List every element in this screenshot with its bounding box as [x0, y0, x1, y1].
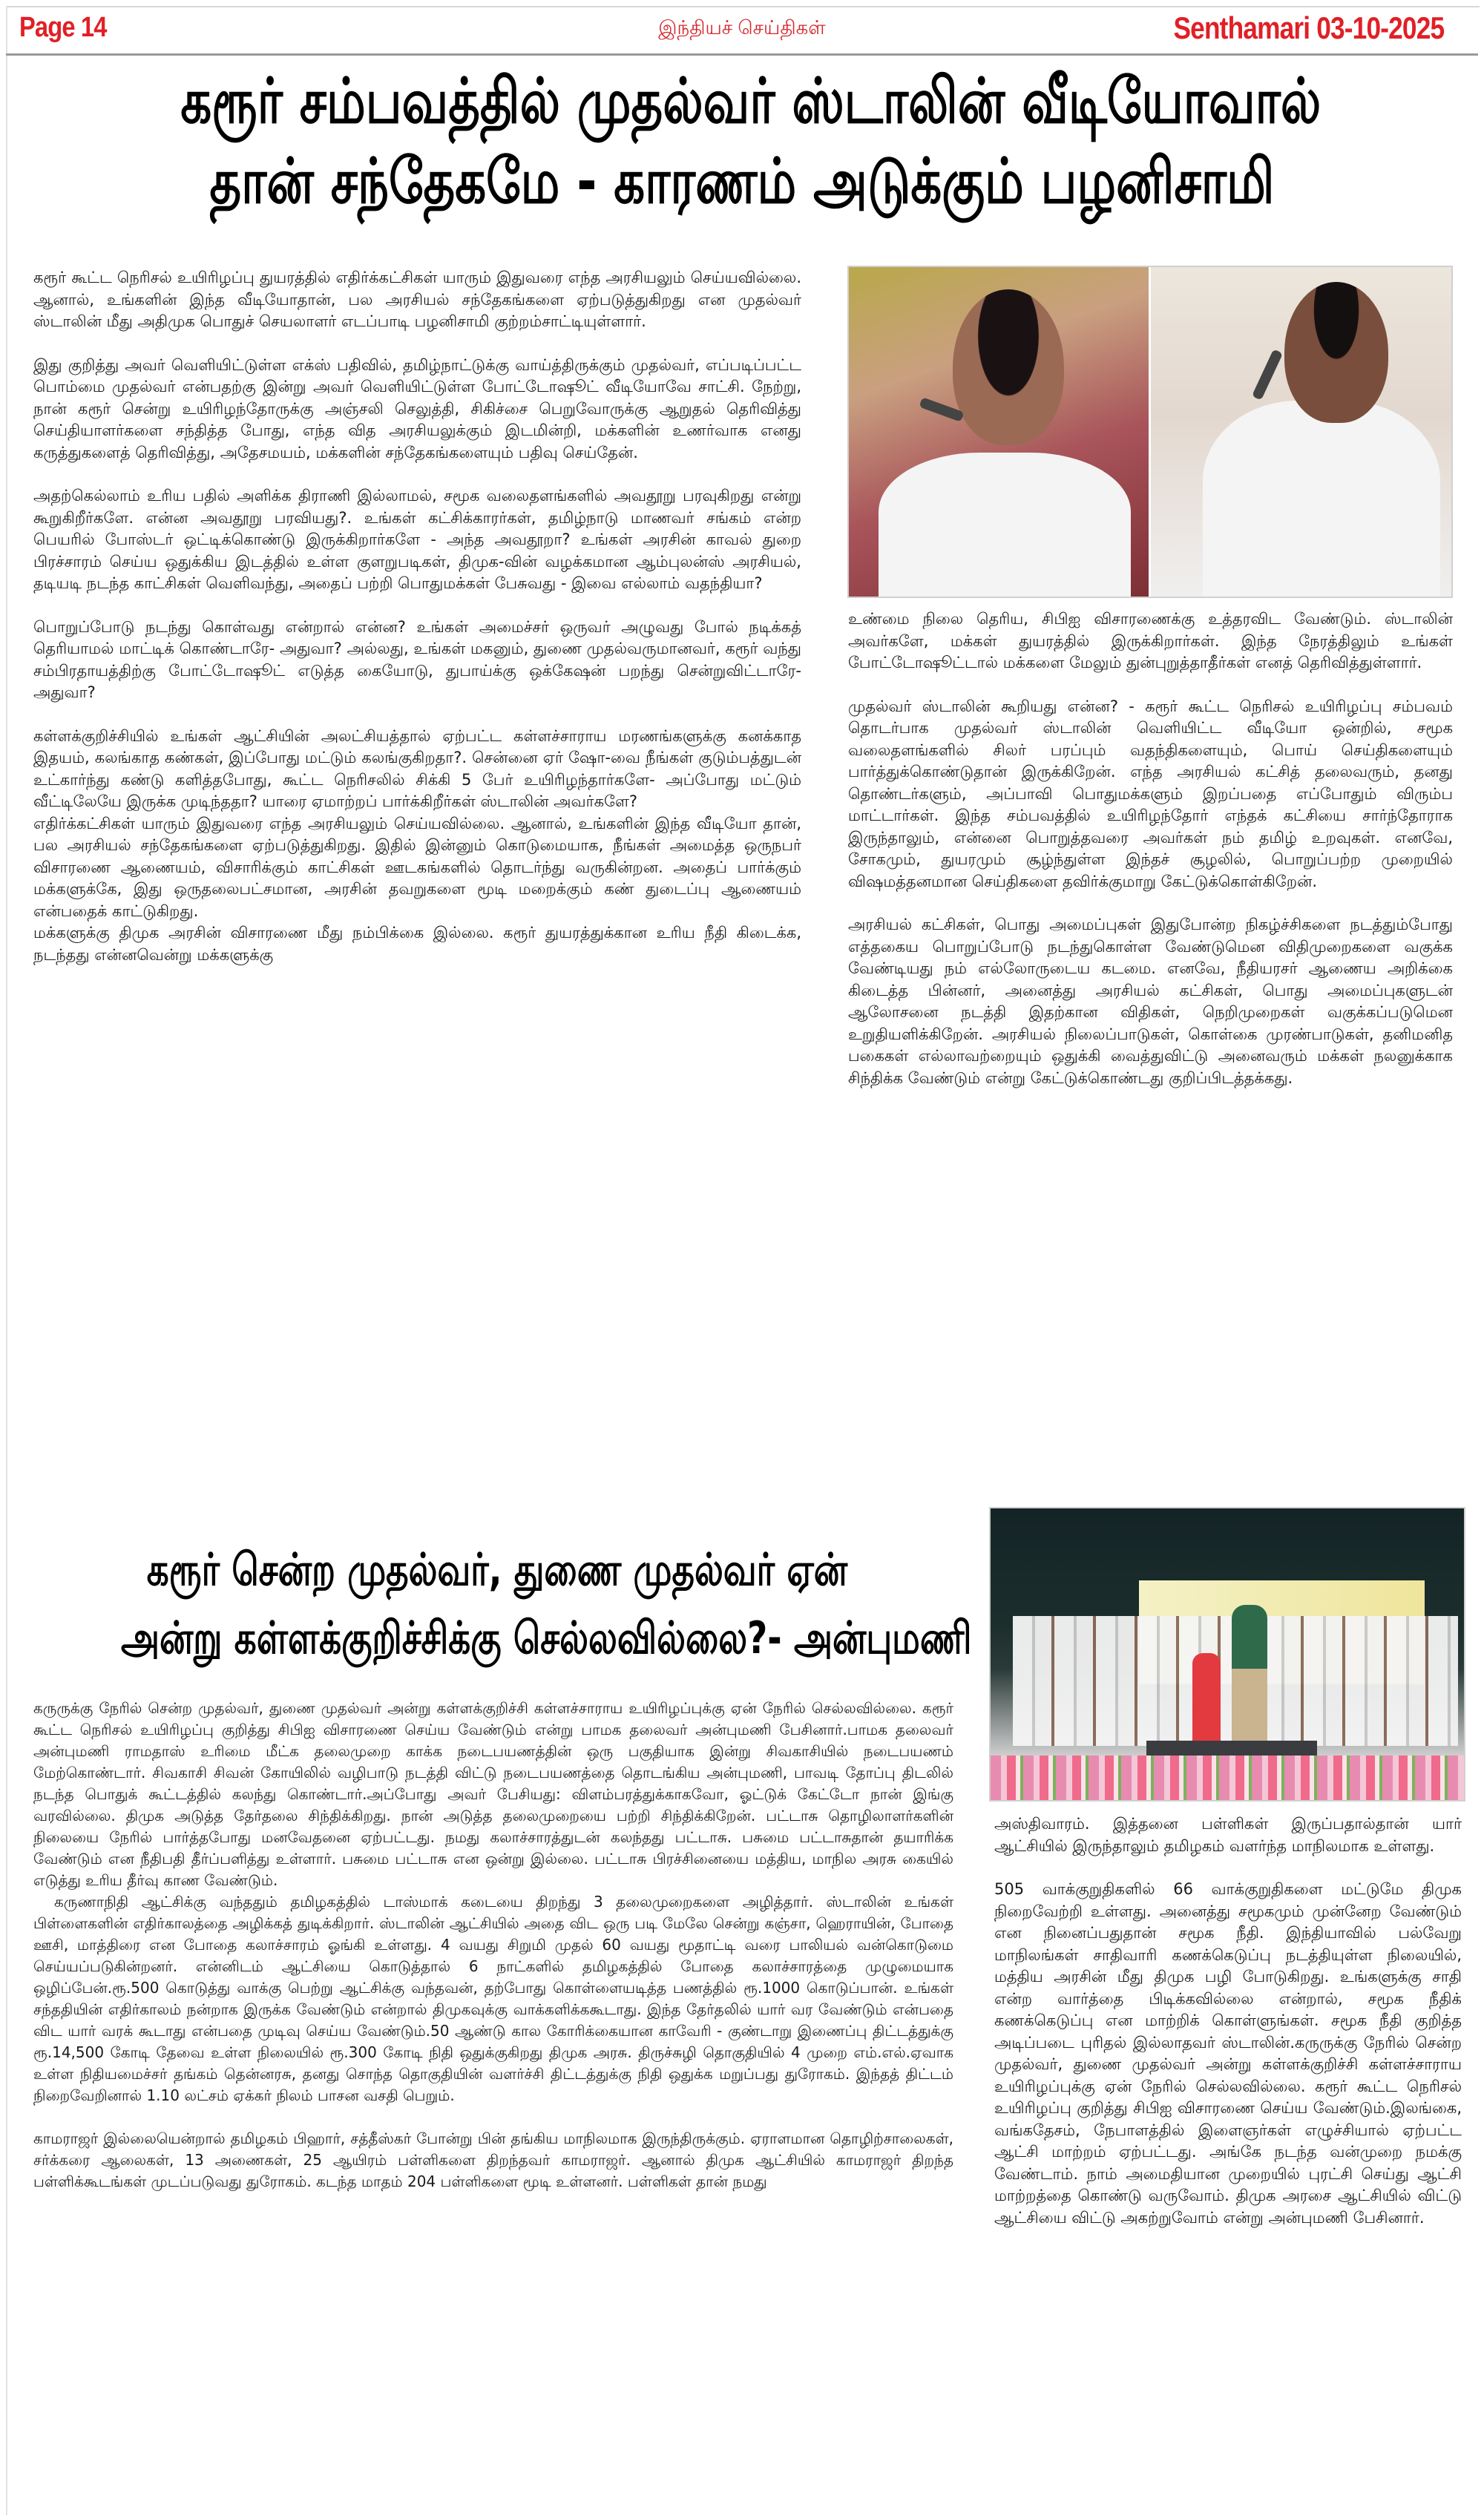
masthead-date: Senthamari 03-10-2025	[1173, 10, 1444, 45]
article1-headline-line2: தான் சந்தேகமே - காரணம் அடுக்கும் பழனிசாமி	[209, 145, 1275, 217]
article2-photo	[989, 1507, 1465, 1802]
article2-headline	[15, 1536, 979, 1672]
article2-left-column	[33, 1698, 953, 2214]
stalin-photo	[849, 267, 1149, 597]
article1-paragraph: முதல்வர் ஸ்டாலின் கூறியது என்ன? - கரூர் கூட்ட நெரிசல் உயிரிழப்பு சம்பவம் தொடர்பாக முதல்வர் ஸ்டாலின் வெளியிட்ட வீடியோ ஒன்றில், சமூக வலைதளங்களில் சிலர் பரப்பும் வதந்திகளையும், பொய் செய்திகளையும் பார்த்துக்கொண்டுதான் இருக்கிறேன். எந்த அரசியல் கட்சித் தலைவரும், தனது தொண்டர்களும், அப்பாவி பொதுமக்களும் இறப்பதை எப்போதும் விரும்ப மாட்டார்கள். இந்த சம்பவத்தில் உயிரிழந்தோர் எந்தக் கட்சியை சார்ந்தோராக இருந்தாலும், என்னை பொறுத்தவரை அவர்கள் நம் தமிழ் உறவுகள். எனவே, சோகமும், துயரமும் சூழ்ந்துள்ள இந்தச் சூழலில், பொறுப்பற்ற முறையில் விஷமத்தனமான செய்திகளை தவிர்க்குமாறு கேட்டுக்கொள்கிறேன்.	[848, 697, 1453, 890]
article1-paragraph: எதிர்க்கட்சிகள் யாரும் இதுவரை எந்த அரசியலும் செய்யவில்லை. ஆனால், உங்களின் இந்த வீடியோ தான், பல அரசியல் சந்தேகங்களை ஏற்படுத்துகிறது. இதில் இன்னும் கொடுமையாக, நீங்கள் அமைத்த ஒருநபர் விசாரணை ஆணையம், விசாரிக்கும் காட்சிகள் ஊடகங்களில் தொடர்ந்து வருகின்றன. அதைப் பார்க்கும் மக்களுக்கே, இது ஒருதலைபட்சமான, அரசின் தவறுகளை மூடி மறைக்கும் கண் துடைப்பு ஆணையம் என்பதைக் காட்டுகிறது.	[33, 814, 801, 920]
article2-headline-line2: அன்று கள்ளக்குறிச்சிக்கு செல்லவில்லை?- அன்புமணி	[121, 1612, 972, 1664]
page-header	[6, 6, 1478, 56]
person-head	[953, 289, 1064, 445]
article1-paragraph: அதற்கெல்லாம் உரிய பதில் அளிக்க திராணி இல்லாமல், சமூக வலைதளங்களில் அவதூறு பரவுகிறது என்று கூறுகிறீர்களே. என்ன அவதூறு பரவியது?. உங்கள் கட்சிக்காரர்கள், தமிழ்நாடு மாணவர் சங்கம் என்ற பெயரில் போஸ்டர் ஒட்டிக்கொண்டு இருக்கிறார்களே - அந்த அவதூறா? உங்கள் அரசின் காவல் துறை பிரச்சாரம் செய்ய ஒதுக்கிய இடத்தில் உள்ள குளறுபடிகள், திமுக-வின் வழக்கமான ஆம்புலன்ஸ் அரசியல், தடியடி நடந்த காட்சிகள் வெளிவந்து, அதைப் பற்றி பொதுமக்கள் பேசுவது - இவை எல்லாம் வதந்தியா?	[33, 487, 801, 592]
article1-paragraph: பொறுப்போடு நடந்து கொள்வது என்றால் என்ன? உங்கள் அமைச்சர் ஒருவர் அழுவது போல் நடிக்கத் தெரியாமல் மாட்டிக் கொண்டாரே- அதுவா? அல்லது, உங்கள் மகனும், துணை முதல்வருமானவர், கரூர் வந்து சம்பிரதாயத்திற்கு போட்டோஷூட் எடுத்த கையோடு, துபாய்க்கு ஒக்கேஷன் பறந்து சென்றுவிட்டாரே- அதுவா?	[33, 617, 801, 701]
section-title: இந்தியச் செய்திகள்	[658, 16, 826, 39]
article2-paragraph: 505 வாக்குறுதிகளில் 66 வாக்குறுதிகளை மட்டுமே திமுக நிறைவேற்றி உள்ளது. அனைத்து சமூகமும் முன்னேற வேண்டும் என நினைப்பதுதான் சமூக நீதி. இந்தியாவில் பல்வேறு மாநிலங்கள் சாதிவாரி கணக்கெடுப்பு நடத்தியுள்ள நிலையில், மத்திய அரசின் மீது திமுக பழி போடுகிறது. உங்களுக்கு சாதி என்ற வார்த்தை பிடிக்கவில்லை என்றால், சமூக நீதிக் கணக்கெடுப்பு என மாற்றிக் கொள்ளுங்கள். சமூக நீதி குறித்த அடிப்படை புரிதல் இல்லாதவர் ஸ்டாலின்.கருருக்கு நேரில் சென்ற முதல்வர், துணை முதல்வர் அன்று கள்ளக்குறிச்சி கள்ளச்சாராய உயிரிழப்புக்கு ஏன் நேரில் செல்லவில்லை. கரூர் கூட்ட நெரிசல் உயிரிழப்பு குறித்து சிபிஐ விசாரணை செய்ய வேண்டும்.இலங்கை, வங்கதேசம், நேபாளத்தில் இளைஞர்கள் எழுச்சியால் ஏற்பட்ட ஆட்சி மாற்றம் ஏற்பட்டது. அங்கே நடந்த வன்முறை நமக்கு வேண்டாம். நாம் அமைதியான முறையில் புரட்சி செய்து ஆட்சி மாற்றத்தை கொண்டு வருவோம். திமுக அரசை ஆட்சியில் விட்டு ஆட்சியை விட்டு அகற்றுவோம் என்று அன்புமணி பேசினார்.	[994, 1880, 1462, 2227]
article2-paragraph: கருருக்கு நேரில் சென்ற முதல்வர், துணை முதல்வர் அன்று கள்ளக்குறிச்சி கள்ளச்சாராய உயிரிழப்புக்கு ஏன் நேரில் செல்லவில்லை. கரூர் கூட்ட நெரிசல் உயிரிழப்பு குறித்து சிபிஐ விசாரணை செய்ய வேண்டும் என்று பாமக தலைவர் அன்புமணி பேசினார்.பாமக தலைவர் அன்புமணி ராமதாஸ் உரிமை மீட்க தலைமுறை காக்க நடைபயணத்தின் ஒரு பகுதியாக இன்று சிவகாசியில் நடைபயணம் மேற்கொண்டார். சிவகாசி சிவன் கோயிலில் வழிபாடு நடத்தி விட்டு நடைபயணத்தை தொடங்கிய அன்புமணி, பாவடி தோப்பு திடலில் நடந்த பொதுக் கூட்டத்தில் கலந்து கொண்டார்.அப்போது அவர் பேசியது: விளம்பரத்துக்காகவோ, ஓட்டுக் கேட்டோ நான் இங்கு வரவில்லை. திமுக அடுத்த தேர்தலை சிந்திக்கிறது. நான் அடுத்த தலைமுறையை பற்றி சிந்திக்கிறேன். பட்டாசு தொழிலாளர்களின் நிலையை நேரில் பார்த்தபோது மனவேதனை ஏற்பட்டது. நமது கலாச்சாரத்துடன் கலந்தது பட்டாசு. பசுமை பட்டாசுதான் தயாரிக்க வேண்டும் என நீதிபதி தீர்ப்பளித்து உள்ளார். பசுமை பட்டாசு என ஒன்று இல்லை. பட்டாசு பிரச்சினையை மத்திய, மாநில அரசு கையில் எடுத்து உரிய தீர்வு காண வேண்டும்.	[33, 1699, 953, 1889]
person-shirt	[1203, 401, 1440, 598]
article1-paragraph: உண்மை நிலை தெரிய, சிபிஐ விசாரணைக்கு உத்தரவிட வேண்டும். ஸ்டாலின் அவர்களே, மக்கள் துயரத்தில் இருக்கிறார்கள். இந்த நேரத்திலும் உங்கள் போட்டோஷூட்டால் மக்களை மேலும் துன்புறுத்தாதீர்கள் எனத் தெரிவித்துள்ளார்.	[848, 610, 1453, 671]
article2-paragraph: கருணாநிதி ஆட்சிக்கு வந்ததும் தமிழகத்தில் டாஸ்மாக் கடையை திறந்து 3 தலைமுறைகளை அழித்தார். ஸ்டாலின் உங்கள் பிள்ளைகளின் எதிர்காலத்தை அழிக்கத் துடிக்கிறார். ஸ்டாலின் ஆட்சியில் அதை விட ஒரு படி மேலே சென்று கஞ்சா, ஹெராயின், போதை ஊசி, மாத்திரை என போதை கலாச்சாரம் ஓங்கி உள்ளது. 4 வயது சிறுமி முதல் 60 வயது மூதாட்டி வரை பாலியல் வன்கொடுமை செய்யப்படுகின்றனர். என்னிடம் ஆட்சியை கொடுத்தால் 6 நாட்களில் தமிழகத்தில் போதை கலாச்சாரத்தை முழுமையாக ஒழிப்பேன்.ரூ.500 கொடுத்து வாக்கு பெற்று ஆட்சிக்கு வந்தவன், தற்போது கொள்ளையடித்த பணத்தில் ரூ.1000 கொடுப்பான். உங்கள் சந்ததியின் எதிர்காலம் நன்றாக இருக்க வேண்டும் என்றால் திமுகவுக்கு வாக்களிக்ககூடாது. இந்த தேர்தலில் யார் வர வேண்டும் என்பதை விட யார் வரக் கூடாது என்பதை முடிவு செய்ய வேண்டும்.50 ஆண்டு கால கோரிக்கையான காவேரி - குண்டாறு இணைப்பு திட்டத்துக்கு ரூ.14,500 கோடி தேவை உள்ள நிலையில் ரூ.300 கோடி நிதி ஒதுக்குகிறது திமுக அரசு. திருச்சுழி தொகுதியில் 4 முறை எம்.எல்.ஏவாக உள்ள நிதியமைச்சர் தங்கம் தென்னரசு, தனது சொந்த தொகுதியின் வளர்ச்சி திட்டத்துக்கு நிதி ஒதுக்க மறுப்பது துரோகம். இந்தத் திட்டம் நிறைவேறினால் 1.10 லட்சம் ஏக்கர் நிலம் பாசன வசதி பெறும்.	[33, 1893, 953, 2104]
article1-headline-line1: கரூர் சம்பவத்தில் முதல்வர் ஸ்டாலின் வீடியோவால்	[180, 65, 1322, 137]
person-shirt	[879, 453, 1131, 598]
article1-paragraph: கரூர் கூட்ட நெரிசல் உயிரிழப்பு துயரத்தில் எதிர்க்கட்சிகள் யாரும் இதுவரை எந்த அரசியலும் செய்யவில்லை. ஆனால், உங்களின் இந்த வீடியோதான், பல அரசியல் சந்தேகங்களை ஏற்படுத்துகிறது என முதல்வர் ஸ்டாலின் மீது அதிமுக பொதுச் செயலாளர் எடப்பாடி பழனிசாமி குற்றம்சாட்டியுள்ளார்.	[33, 269, 801, 330]
flower-decoration	[991, 1756, 1464, 1800]
page-number: Page 14	[19, 12, 107, 43]
person-head	[1284, 282, 1388, 423]
article1-headline	[22, 61, 1462, 221]
palaniswami-photo	[1149, 267, 1452, 597]
article1-right-column	[848, 608, 1453, 1111]
article1-paragraph: மக்களுக்கு திமுக அரசின் விசாரணை மீது நம்பிக்கை இல்லை. கரூர் துயரத்துக்கான உரிய நீதி கிடைக்க, நடந்தது என்னவென்று மக்களுக்கு	[33, 924, 801, 964]
article1-paragraph: அரசியல் கட்சிகள், பொது அமைப்புகள் இதுபோன்ற நிகழ்ச்சிகளை நடத்தும்போது எத்தகைய பொறுப்போடு நடந்துகொள்ள வேண்டுமென விதிமுறைகளை வகுக்க வேண்டியது நம் எல்லோருடைய கடமை. எனவே, நீதியரசர் ஆணைய அறிக்கை கிடைத்த பின்னர், அனைத்து அரசியல் கட்சிகள், பொது அமைப்புகளுடன் ஆலோசனை நடத்தி இதற்கான விதிகள், நெறிமுறைகள் வகுக்கப்படுமென உறுதியளிக்கிறேன். அரசியல் நிலைப்பாடுகள், கொள்கை முரண்பாடுகள், தனிமனித பகைகள் எல்லாவற்றையும் ஒதுக்கி வைத்துவிட்டு அனைவரும் மக்கள் நலனுக்காக சிந்திக்க வேண்டும் என்று கேட்டுக்கொண்டது குறிப்பிடத்தக்கது.	[848, 916, 1453, 1087]
article1-photo	[847, 266, 1453, 598]
article1-paragraph: இது குறித்து அவர் வெளியிட்டுள்ள எக்ஸ் பதிவில், தமிழ்நாட்டுக்கு வாய்த்திருக்கும் முதல்வர், எப்படிப்பட்ட பொம்மை முதல்வர் என்பதற்கு இன்று அவர் வெளியிட்டுள்ள போட்டோஷூட் வீடியோவே சாட்சி. நேற்று, நான் கரூர் சென்று உயிரிழந்தோருக்கு அஞ்சலி செலுத்தி, சிகிச்சை பெறுவோருக்கு ஆறுதல் தெரிவித்து செய்தியாளர்களை சந்தித்த போது, எந்த வித அரசியலுக்கும் இடமின்றி, மக்களின் உணர்வாக எனது கருத்துகளைத் தெரிவித்து, அதேசமயம், மக்களின் சந்தேகங்களையும் பதிவு செய்தேன்.	[33, 355, 801, 462]
article2-headline-line1: கரூர் சென்ற முதல்வர், துணை முதல்வர் ஏன்	[146, 1544, 848, 1596]
article1-left-column	[33, 267, 801, 966]
article2-right-column	[994, 1813, 1462, 2250]
microphone-icon	[1251, 349, 1282, 400]
article1-paragraph: கள்ளக்குறிச்சியில் உங்கள் ஆட்சியின் அலட்சியத்தால் ஏற்பட்ட கள்ளச்சாராய மரணங்களுக்கு கனக்காத இதயம், கலங்காத கண்கள், இப்போது மட்டும் கலங்குகிறதா?. சென்னை ஏர் ஷோ-வை நீங்கள் குடும்பத்துடன் உட்கார்ந்து கண்டு களித்தபோது, கூட்ட நெரிசலில் சிக்கி 5 பேர் உயிரிழந்தார்களே- அப்போது மட்டும் வீட்டிலேயே இருக்க முடிந்ததா? யாரை ஏமாற்றப் பார்க்கிறீர்கள் ஸ்டாலின் அவர்களே?	[33, 726, 801, 810]
article2-paragraph: காமராஜர் இல்லையென்றால் தமிழகம் பிஹார், சத்தீஸ்கர் போன்று பின் தங்கிய மாநிலமாக இருந்திருக்கும். ஏராளமான தொழிற்சாலைகள், சர்க்கரை ஆலைகள், 13 அணைகள், 25 ஆயிரம் பள்ளிகளை திறந்தவர் காமராஜர். ஆனால் திமுக ஆட்சியில் காமராஜர் திறந்த பள்ளிக்கூடங்கள் முடப்படுவது துரோகம். கடந்த மாதம் 204 பள்ளிகளை மூடி உள்ளனர். பள்ளிகள் தான் நமது	[33, 2129, 953, 2190]
article2-paragraph: அஸ்திவாரம். இத்தனை பள்ளிகள் இருப்பதால்தான் யார் ஆட்சியில் இருந்தாலும் தமிழகம் வளர்ந்த மாநிலமாக உள்ளது.	[994, 1815, 1462, 1855]
